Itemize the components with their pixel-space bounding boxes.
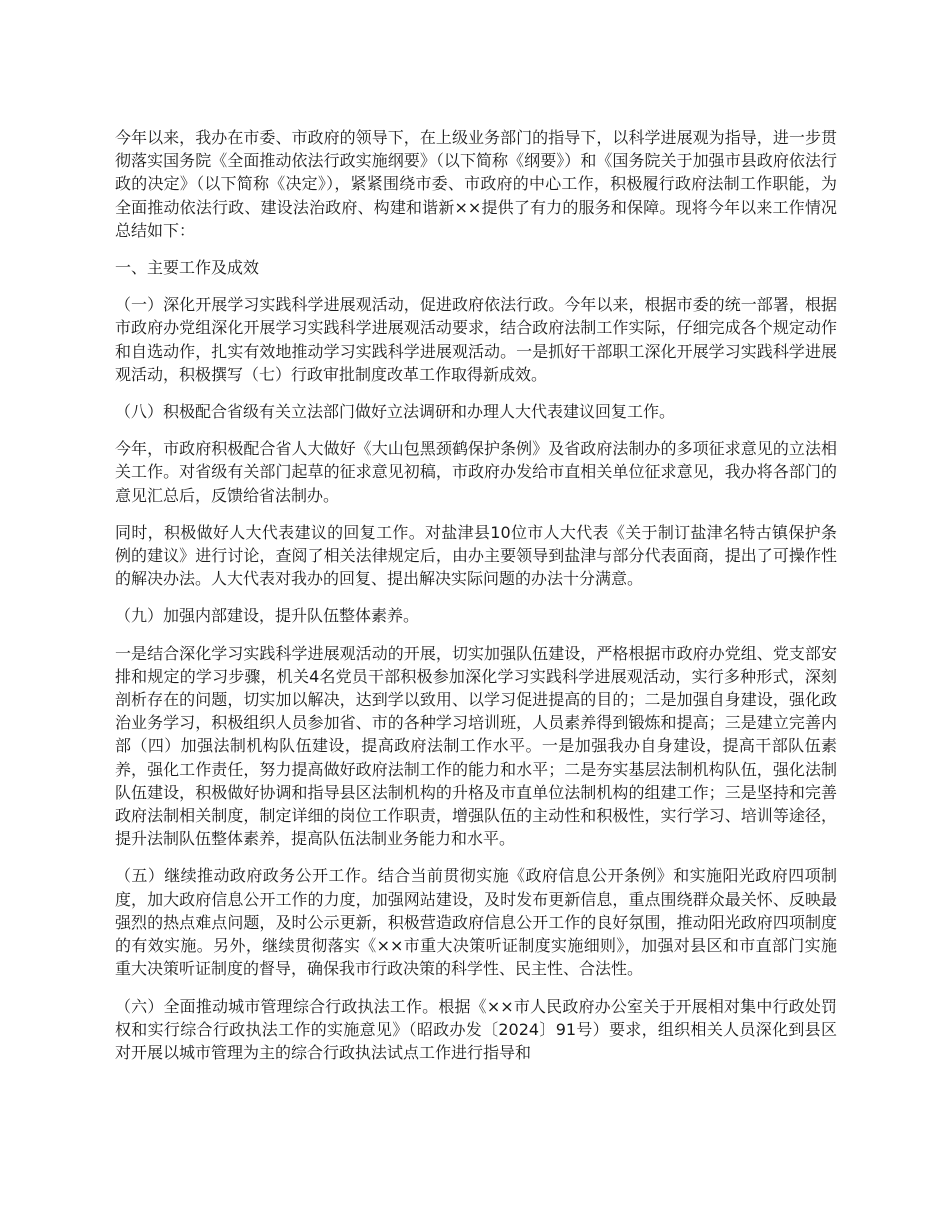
- paragraph-item-1: （一）深化开展学习实践科学进展观活动，促进政府依法行政。今年以来，根据市委的统一部署，根据市政府办党组深化开展学习实践科学进展观活动要求，结合政府法制工作实际，仔细完成各个规定动作和自选动作，扎实有效地推动学习实践科学进展观活动。一是抓好干部职工深化开展学习实践科学进展观活动，积极撰写（七）行政审批制度改革工作取得新成效。: [115, 295, 837, 384]
- paragraph-team-building: 一是结合深化学习实践科学进展观活动的开展，切实加强队伍建设，严格根据市政府办党组、党支部安排和规定的学习步骤，机关4名党员干部积极参加深化学习实践科学进展观活动，实行多种形式，深刻剖析存在的问题，切实加以解决，达到学以致用、以学习促进提高的目的；二是加强自身建设，强化政治业务学习，积极组织人员参加省、市的各种学习培训班，人员素养得到锻炼和提高；三是建立完善内部（四）加强法制机构队伍建设，提高政府法制工作水平。一是加强我办自身建设，提高干部队伍素养，强化工作责任，努力提高做好政府法制工作的能力和水平；二是夯实基层法制机构队伍，强化法制队伍建设，积极做好协调和指导县区法制机构的升格及市直单位法制机构的组建工作；三是坚持和完善政府法制相关制度，制定详细的岗位工作职责，增强队伍的主动性和积极性，实行学习、培训等途径，提升法制队伍整体素养，提高队伍法制业务能力和水平。: [115, 643, 837, 849]
- paragraph-npc-suggestions: 同时，积极做好人大代表建议的回复工作。对盐津县10位市人大代表《关于制订盐津名特古镇保护条例的建议》进行讨论，查阅了相关法律规定后，由办主要领导到盐津与部分代表面商，提出了可操作性的解决办法。人大代表对我办的回复、提出解决实际问题的办法十分满意。: [115, 522, 837, 589]
- paragraph-legislation: 今年，市政府积极配合省人大做好《大山包黑颈鹤保护条例》及省政府法制办的多项征求意见的立法相关工作。对省级有关部门起草的征求意见初稿，市政府办发给市直相关单位征求意见，我办将各部门的意见汇总后，反馈给省法制办。: [115, 439, 837, 505]
- paragraph-item-5: （五）继续推动政府政务公开工作。结合当前贯彻实施《政府信息公开条例》和实施阳光政府四项制度，加大政府信息公开工作的力度，加强网站建设，及时发布更新信息，重点围绕群众最关怀、反映最强烈的热点难点问题，及时公示更新，积极营造政府信息公开工作的良好氛围，推动阳光政府四项制度的有效实施。另外，继续贯彻落实《××市重大决策听证制度实施细则》，加强对县区和市直部门实施重大决策听证制度的督导，确保我市行政决策的科学性、民主性、合法性。: [115, 866, 837, 979]
- paragraph-intro: 今年以来，我办在市委、市政府的领导下，在上级业务部门的指导下，以科学进展观为指导，进一步贯彻落实国务院《全面推动依法行政实施纲要》（以下简称《纲要》）和《国务院关于加强市县政府依法行政的决定》（以下简称《决定》），紧紧围绕市委、市政府的中心工作，积极履行政府法制工作职能，为全面推动依法行政、建设法治政府、构建和谐新××提供了有力的服务和保障。现将今年以来工作情况总结如下：: [115, 128, 837, 240]
- paragraph-item-8: （八）积极配合省级有关立法部门做好立法调研和办理人大代表建议回复工作。: [115, 402, 676, 422]
- paragraph-item-6: （六）全面推动城市管理综合行政执法工作。根据《××市人民政府办公室关于开展相对集中行政处罚权和实行综合行政执法工作的实施意见》（昭政办发〔2024〕91号）要求，组织相关人员深化到县区对开展以城市管理为主的综合行政执法试点工作进行指导和: [115, 996, 837, 1062]
- document-body: [115, 126, 837, 1078]
- paragraph-item-9: （九）加强内部建设，提升队伍整体素养。: [115, 606, 420, 626]
- section-heading-main-work: 一、主要工作及成效: [115, 258, 260, 278]
